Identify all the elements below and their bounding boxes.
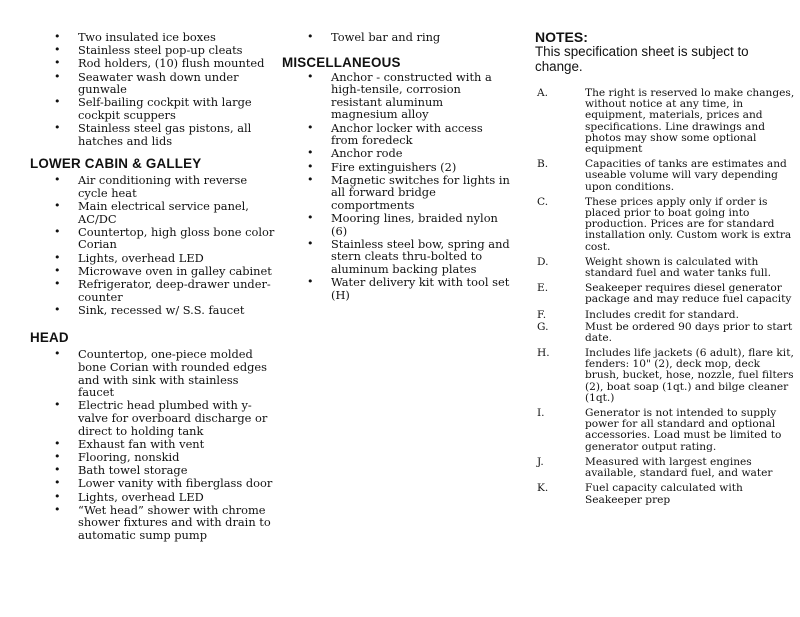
list-item: • Seawater wash down under gunwale [30,71,275,96]
note-letter: C. [537,195,549,208]
note-text: Includes life jackets (6 adult), flare kit, fenders: 10" (2), deck mop, deck brush, bucket, hose, nozzle, fuel filters (2), boat soap (1qt.) and bilge cleaner (1qt.) [585,347,794,404]
list-item: • Magnetic switches for lights in all forward bridge comportments [282,174,512,212]
note-item [535,483,797,505]
note-text: Generator is not intended to supply power for all standard and optional accessories. Load must be limited to generator output rating. [585,407,782,453]
column-notes [535,0,797,510]
note-item [535,408,797,453]
note-text: Fuel capacity calculated with Seakeeper prep [585,482,743,506]
note-text: Must be ordered 90 days prior to start date. [585,320,793,344]
deck-list [30,31,275,147]
lower-cabin-list [30,174,275,316]
list-item: • Towel bar and ring [282,31,512,44]
note-text: Seakeeper requires diesel generator package and may reduce fuel capacity [585,282,792,306]
note-letter: D. [537,255,549,268]
note-item [535,88,797,155]
note-letter: I. [537,407,545,420]
note-text: Includes credit for standard. [585,308,739,321]
lower-cabin-heading: LOWER CABIN & GALLEY [30,156,202,172]
note-text: Capacities of tanks are estimates and useable volume will vary depending upon conditions. [585,158,787,193]
list-item: • Rod holders, (10) flush mounted [30,57,275,70]
list-item: • Stainless steel gas pistons, all hatches and lids [30,122,275,147]
list-item: • Stainless steel bow, spring and stern cleats thru-bolted to aluminum backing plates [282,238,512,276]
note-letter: F. [537,308,547,321]
note-item [535,257,797,279]
list-item: • Lights, overhead LED [30,491,275,504]
list-item: • Microwave oven in galley cabinet [30,265,275,278]
miscellaneous-heading: MISCELLANEOUS [282,54,401,70]
miscellaneous-list [282,71,512,302]
note-letter: B. [537,158,549,171]
list-item: • Water delivery kit with tool set (H) [282,276,512,301]
note-letter: H. [537,347,550,360]
note-letter: E. [537,282,549,295]
list-item: • Countertop, one-piece molded bone Corian with rounded edges and with sink with stainless faucet [30,348,275,398]
list-item: • Self-bailing cockpit with large cockpit scuppers [30,96,275,121]
note-item [535,322,797,344]
list-item: • Refrigerator, deep-drawer under-counter [30,278,275,303]
list-item: • Two insulated ice boxes [30,31,275,44]
note-text: Measured with largest engines available, standard fuel, and water [585,455,773,480]
note-item [535,310,797,321]
list-item: • Fire extinguishers (2) [282,161,512,174]
note-letter: J. [537,455,544,468]
list-item: • Anchor rode [282,147,512,160]
notes-list [535,88,797,506]
note-item [535,159,797,193]
notes-intro: This specification sheet is subject to change. [535,44,749,74]
column-miscellaneous [282,0,512,302]
list-item: • Countertop, high gloss bone color Corian [30,226,275,251]
list-item: • Lower vanity with fiberglass door [30,477,275,490]
list-item: • Air conditioning with reverse cycle heat [30,174,275,199]
note-text: These prices apply only if order is placed prior to boat going into production. Prices are for standard installation only. Custom work is extra cost. [585,195,792,253]
list-item: • Sink, recessed w/ S.S. faucet [30,304,275,317]
note-item [535,348,797,404]
list-item: • Flooring, nonskid [30,451,275,464]
notes-title: NOTES: [535,29,588,45]
list-item: • Lights, overhead LED [30,252,275,265]
note-text: Weight shown is calculated with standard fuel and water tanks full. [585,255,772,280]
list-item: • Mooring lines, braided nylon (6) [282,212,512,237]
list-item: • Stainless steel pop-up cleats [30,44,275,57]
list-item: • Anchor - constructed with a high-tensile, corrosion resistant aluminum magnesium alloy [282,71,512,121]
list-item: • “Wet head” shower with chrome shower fixtures and with drain to automatic sump pump [30,504,275,542]
list-item: • Main electrical service panel, AC/DC [30,200,275,225]
column-deck-cabin-head [30,0,275,542]
list-item: • Exhaust fan with vent [30,438,275,451]
head-list [30,348,275,541]
note-letter: G. [537,320,549,333]
note-letter: K. [537,482,549,495]
note-item [535,197,797,253]
list-item: • Anchor locker with access from foredeck [282,122,512,147]
note-text: The right is reserved lo make changes, without notice at any time, in equipment, materials, prices and specifications. Line drawings and photos may show some optional equipment [585,87,795,156]
note-item [535,457,797,479]
list-item: • Electric head plumbed with y-valve for overboard discharge or direct to holding tank [30,399,275,437]
list-item: • Bath towel storage [30,464,275,477]
head-heading: HEAD [30,330,69,346]
note-item [535,283,797,305]
towel-list [282,31,512,44]
note-letter: A. [537,87,549,99]
